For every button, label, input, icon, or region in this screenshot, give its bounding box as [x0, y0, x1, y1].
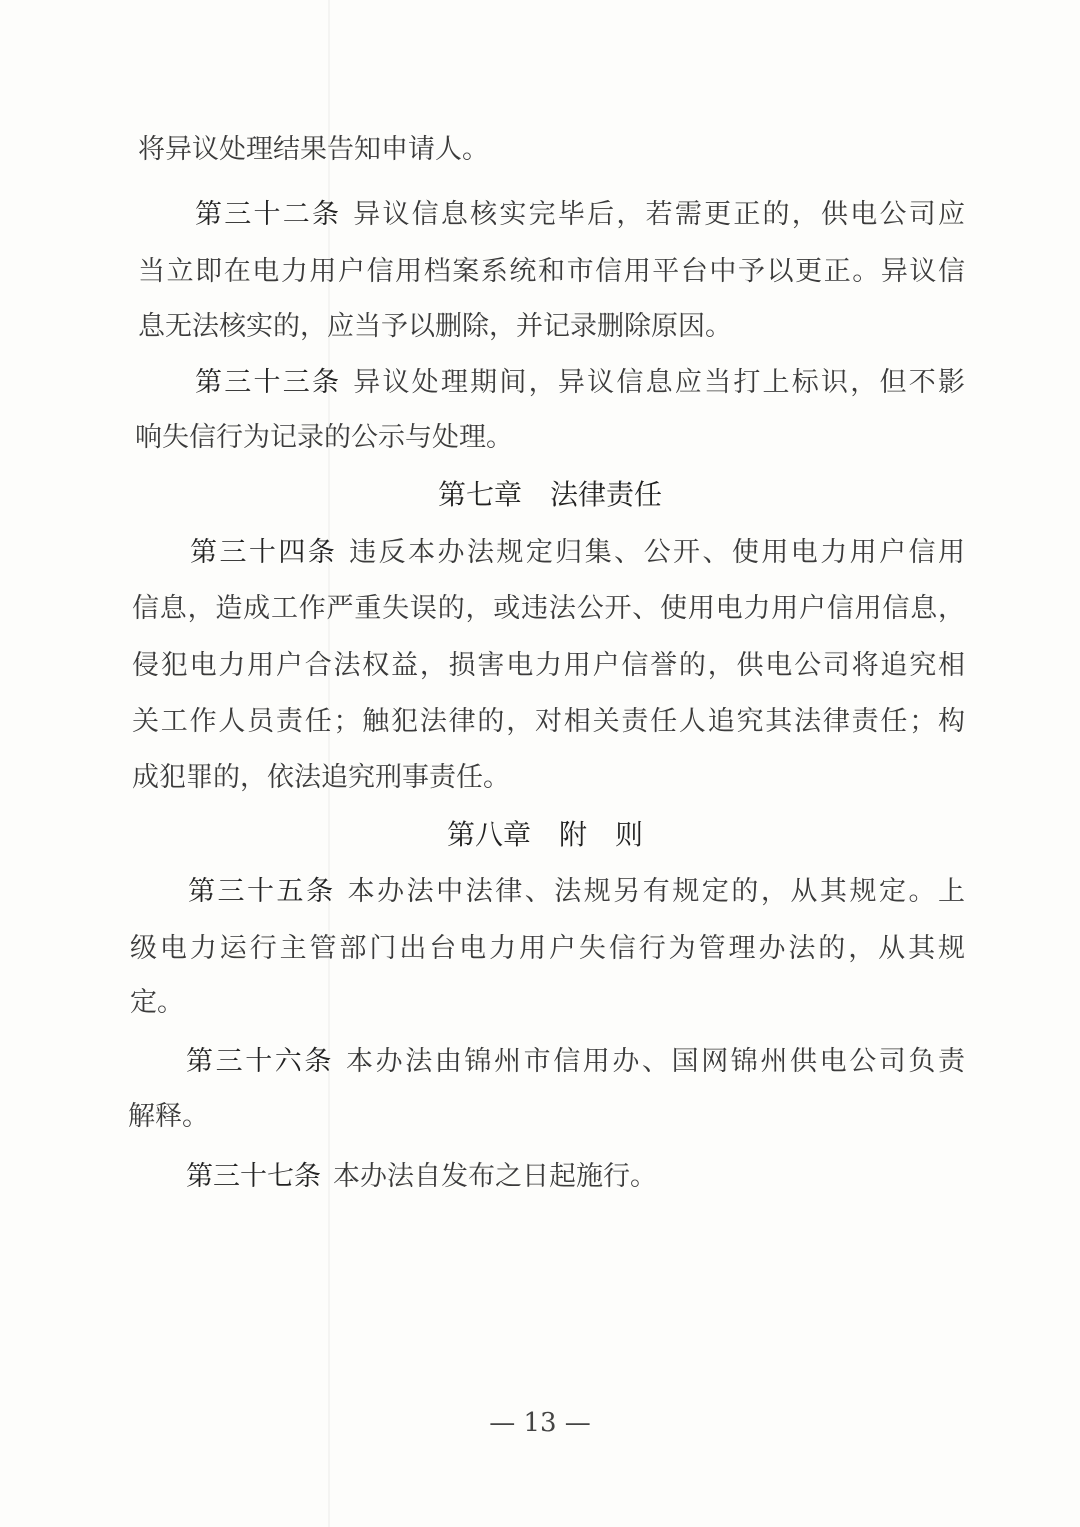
article-text: 异议信息核实完毕后，若需更正的，供电公司应 — [353, 199, 966, 230]
paragraph-line: 信息，造成工作严重失误的，或违法公开、使用电力用户信用信息， — [132, 593, 965, 624]
article-text: 异议处理期间，异议信息应当打上标识，但不影 — [353, 367, 966, 398]
paragraph-line: 成犯罪的，依法追究刑事责任。 — [132, 762, 510, 793]
article-label: 第三十六条 — [186, 1046, 334, 1077]
paragraph-line: 解释。 — [128, 1101, 209, 1132]
article-37-line — [186, 1160, 965, 1194]
paragraph-line: 侵犯电力用户合法权益，损害电力用户信誉的，供电公司将追究相 — [132, 650, 965, 681]
article-34-line — [190, 536, 965, 570]
article-text: 违反本办法规定归集、公开、使用电力用户信用 — [349, 537, 966, 568]
article-label: 第三十四条 — [190, 537, 338, 568]
article-35-line — [188, 875, 965, 909]
paragraph-line: 关工作人员责任；触犯法律的，对相关责任人追究其法律责任；构 — [132, 706, 965, 737]
paragraph-line: 将异议处理结果告知申请人。 — [138, 134, 489, 165]
article-text: 本办法由锦州市信用办、国网锦州供电公司负责 — [346, 1046, 965, 1077]
article-label: 第三十五条 — [188, 876, 336, 907]
article-32-line — [195, 198, 965, 232]
paragraph-line: 级电力运行主管部门出台电力用户失信行为管理办法的，从其规 — [130, 933, 965, 964]
article-label: 第三十七条 — [186, 1161, 321, 1192]
chapter-heading: 第八章 附 则 — [446, 818, 643, 851]
article-text: 本办法中法律、法规另有规定的，从其规定。上 — [347, 876, 966, 907]
chapter-heading: 第七章 法律责任 — [437, 478, 662, 511]
paragraph-line: 息无法核实的，应当予以删除，并记录删除原因。 — [138, 311, 732, 342]
paragraph-line: 当立即在电力用户信用档案系统和市信用平台中予以更正。异议信 — [138, 256, 965, 287]
article-33-line — [195, 366, 965, 400]
paragraph-line: 定。 — [130, 987, 184, 1018]
article-label: 第三十三条 — [195, 367, 342, 398]
paragraph-line: 响失信行为记录的公示与处理。 — [135, 422, 513, 453]
article-36-line — [186, 1045, 965, 1079]
article-label: 第三十二条 — [195, 199, 342, 230]
page-number: — 13 — — [489, 1408, 591, 1438]
article-text: 本办法自发布之日起施行。 — [333, 1161, 657, 1192]
